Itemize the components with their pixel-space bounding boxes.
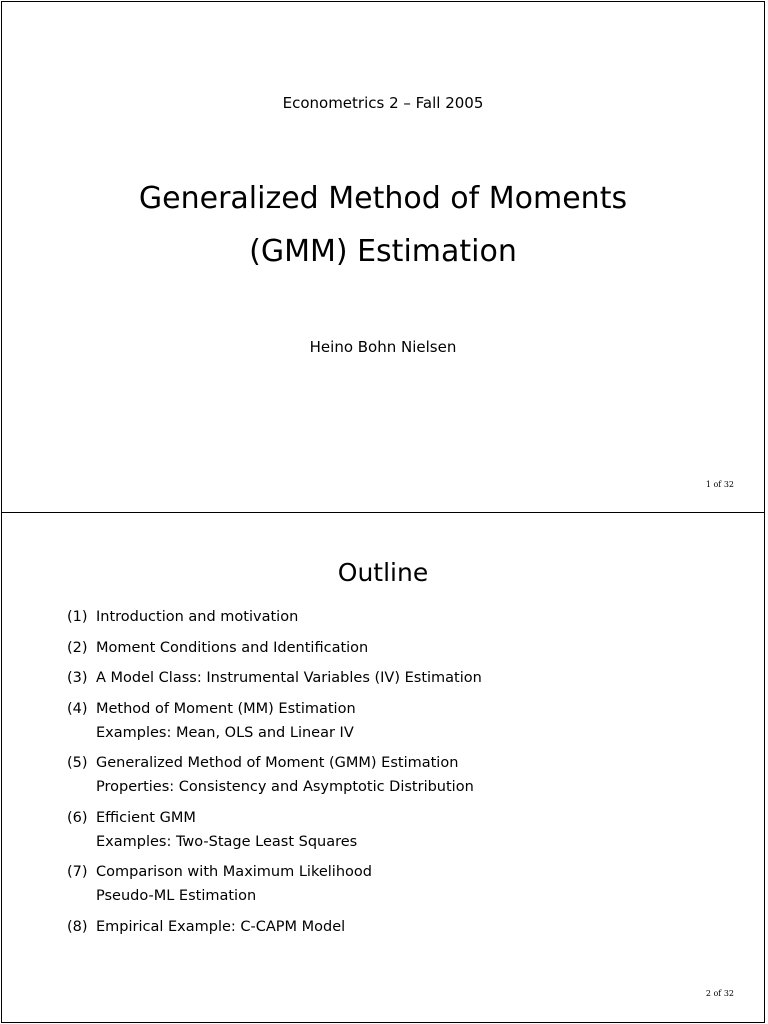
outline-item-text: Empirical Example: C-CAPM Model [96,918,346,935]
title-line-2: (GMM) Estimation [249,234,517,269]
outline-item-number: (2) [67,639,88,656]
outline-list [67,605,482,945]
outline-item-text: Efficient GMM [96,809,196,826]
title-slide [1,1,765,513]
outline-item [67,697,482,745]
outline-item-subtext: Pseudo-ML Estimation [96,888,257,904]
outline-item-text: Introduction and motivation [96,609,299,625]
outline-item [67,860,482,908]
outline-title: Outline [337,558,429,587]
presentation-title [2,172,764,278]
outline-item [67,605,482,629]
author-name: Heino Bohn Nielsen [309,338,457,356]
course-name: Econometrics 2 – Fall 2005 [282,94,484,112]
outline-item-number: (4) [67,700,88,717]
page-number: 2 of 32 [705,989,734,998]
outline-item-subtext: Examples: Mean, OLS and Linear IV [96,724,354,741]
outline-item-number: (1) [67,609,88,625]
outline-slide [1,512,765,1023]
outline-item [67,636,482,660]
outline-item [67,751,482,799]
outline-item-text: Comparison with Maximum Likelihood [96,864,372,880]
outline-item-text: Generalized Method of Moment (GMM) Estimation [96,755,459,771]
outline-item-subtext: Properties: Consistency and Asymptotic Distribution [96,779,474,795]
outline-item-number: (6) [67,809,88,826]
page-number: 1 of 32 [705,480,734,489]
outline-item [67,666,482,690]
outline-item-text: Moment Conditions and Identification [96,639,369,656]
outline-item-text: Method of Moment (MM) Estimation [96,700,356,717]
outline-item [67,915,482,939]
outline-item-number: (3) [67,670,88,686]
outline-item-text: A Model Class: Instrumental Variables (IV) Estimation [96,670,482,686]
title-line-1: Generalized Method of Moments [138,181,628,216]
outline-item-number: (8) [67,918,88,935]
outline-item-number: (7) [67,864,88,880]
outline-item-number: (5) [67,755,88,771]
outline-item [67,806,482,854]
outline-item-subtext: Examples: Two-Stage Least Squares [96,833,358,850]
